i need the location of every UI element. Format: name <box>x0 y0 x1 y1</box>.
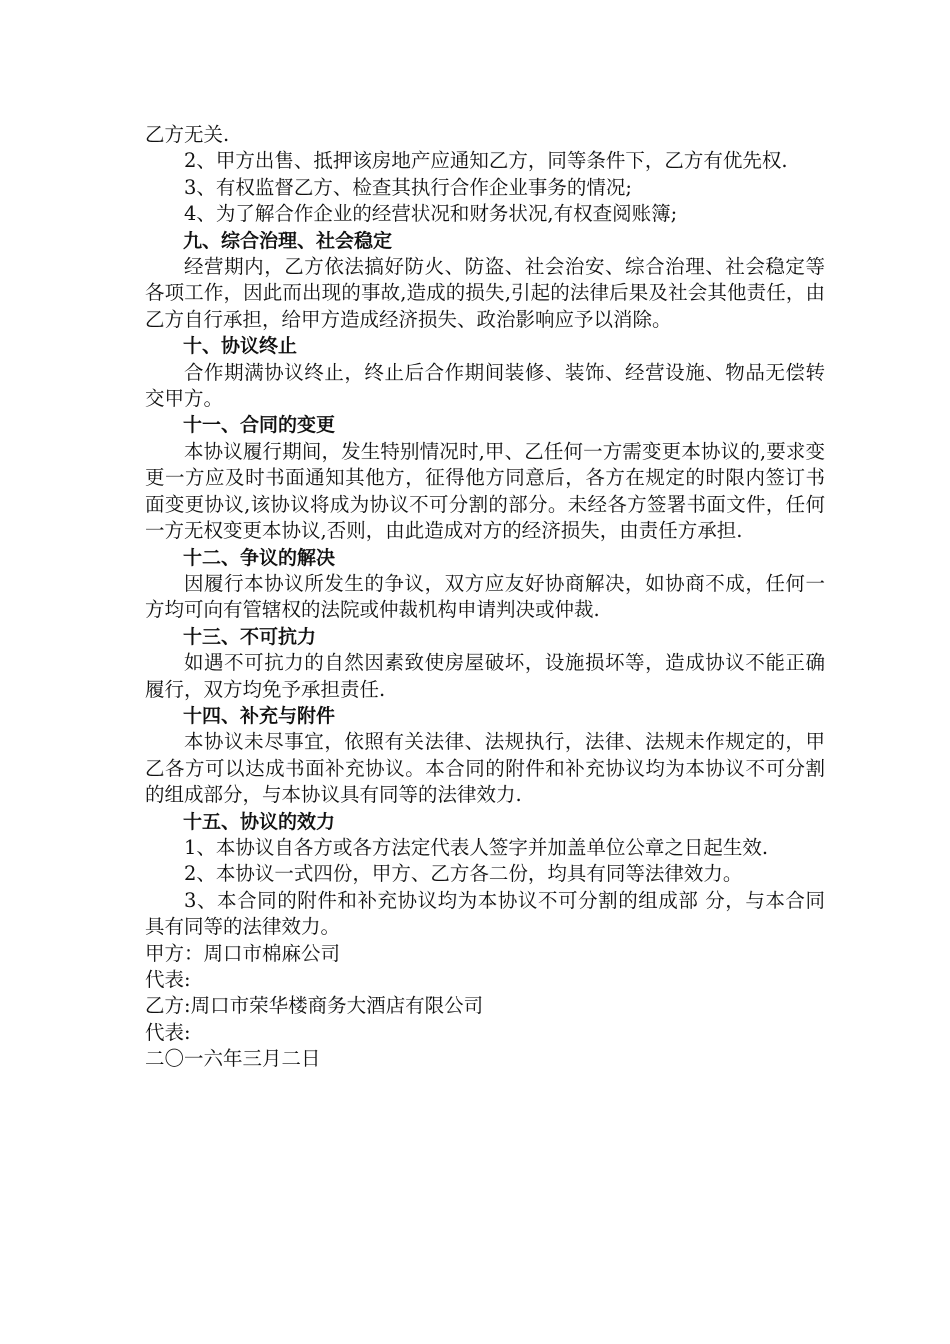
party-a-signature: 甲方：周口市棉麻公司 <box>145 941 341 965</box>
section-heading-11: 十一、合同的变更 <box>183 414 336 437</box>
party-a-representative: 代表: <box>145 968 191 991</box>
section-heading-14: 十四、补充与附件 <box>183 704 336 727</box>
paragraph-15: 本协议未尽事宜，依照有关法律、法规执行，法律、法规未作规定的，甲乙各方可以达成书面补充协议。本合同的附件和补充协议均为本协议不可分割的组成部分，与本协议具有同等的法律效力. <box>145 730 825 807</box>
paragraph-2: 3、有权监督乙方、检查其执行合作企业事务的情况; <box>184 175 632 199</box>
paragraph-11: 因履行本协议所发生的争议，双方应友好协商解决，如协商不成，任何一方均可向有管辖权的法院或仲裁机构申请判决或仲裁. <box>145 571 825 622</box>
paragraph-1: 2、甲方出售、抵押该房地产应通知乙方，同等条件下，乙方有优先权. <box>184 149 788 173</box>
section-heading-15: 十五、协议的效力 <box>183 810 336 833</box>
document-page <box>145 122 825 1073</box>
paragraph-0: 乙方无关. <box>145 123 230 146</box>
paragraph-7: 合作期满协议终止，终止后合作期间装修、装饰、经营设施、物品无偿转交甲方。 <box>145 360 825 411</box>
paragraph-17: 1、本协议自各方或各方法定代表人签字并加盖单位公章之日起生效. <box>184 835 769 859</box>
party-b-signature: 乙方:周口市荣华楼商务大酒店有限公司 <box>145 994 484 1018</box>
paragraph-3: 4、为了解合作企业的经营状况和财务状况,有权查阅账簿; <box>184 202 678 226</box>
paragraph-9: 本协议履行期间，发生特别情况时,甲、乙任何一方需变更本协议的,要求变更一方应及时书面通知其他方，征得他方同意后，各方在规定的时限内签订书面变更协议,该协议将成为协议不可分割的部分。未经各方签署书面文件，任何一方无权变更本协议,否则，由此造成对方的经济损失，由责任方承担. <box>145 439 825 543</box>
section-heading-10: 十、协议终止 <box>183 335 298 358</box>
paragraph-18: 2、本协议一式四份，甲方、乙方各二份，均具有同等法律效力。 <box>184 862 743 886</box>
signing-date: 二〇一六年三月二日 <box>145 1047 321 1071</box>
section-heading-13: 十三、不可抗力 <box>183 625 317 648</box>
section-heading-12: 十二、争议的解决 <box>183 546 336 569</box>
paragraph-13: 如遇不可抗力的自然因素致使房屋破坏，设施损坏等，造成协议不能正确履行，双方均免予承担责任. <box>145 651 825 701</box>
paragraph-5: 经营期内，乙方依法搞好防火、防盗、社会治安、综合治理、社会稳定等各项工作，因此而出现的事故,造成的损失,引起的法律后果及社会其他责任，由乙方自行承担，给甲方造成经济损失、政治影响应予以消除。 <box>145 255 825 331</box>
section-heading-9: 九、综合治理、社会稳定 <box>183 229 393 252</box>
paragraph-19: 3、本合同的附件和补充协议均为本协议不可分割的组成部 分，与本合同具有同等的法律效力。 <box>145 888 825 939</box>
party-b-representative: 代表: <box>145 1020 191 1044</box>
